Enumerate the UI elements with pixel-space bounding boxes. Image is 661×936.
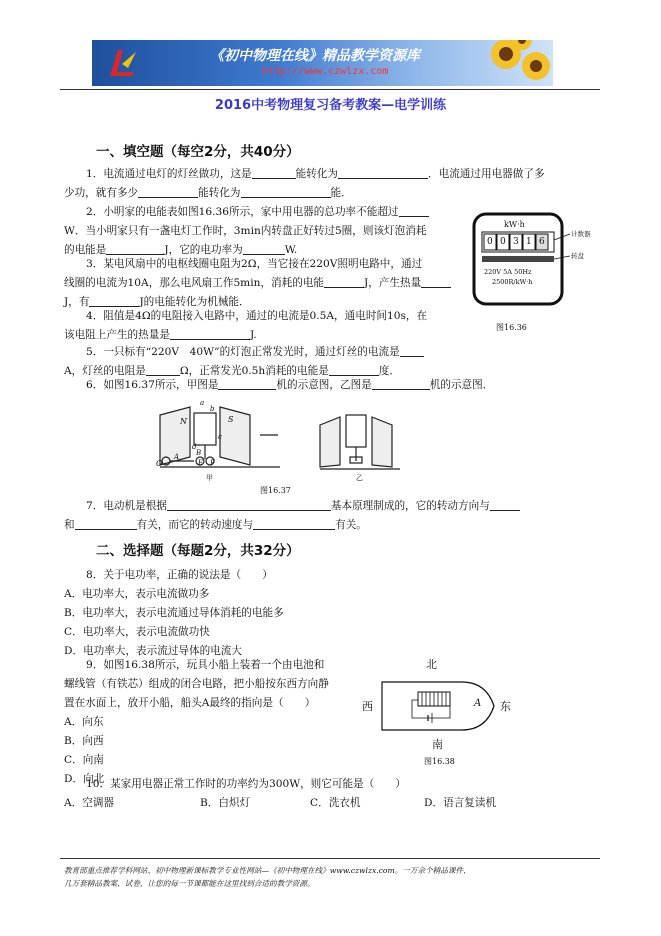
fig37-letter-S: S	[228, 415, 234, 424]
boat-point-A: A	[474, 698, 482, 709]
meter-digit-2: 0	[500, 237, 506, 247]
question-6: 6．如图16.37所示，甲图是 机的示意图，乙图是 机的示意图．	[86, 379, 494, 391]
option-b[interactable]: B．白炽灯	[200, 797, 251, 809]
section-heading-multiple-choice: 二、选择题（每题2分，共32分）	[96, 543, 300, 559]
blank[interactable]	[490, 498, 520, 511]
meter-label-disk: 转盘	[571, 252, 584, 260]
fig37-letter-b: b	[210, 405, 215, 413]
meter-digit-4: 1	[526, 237, 532, 247]
fig37-left-label: 甲	[206, 474, 213, 482]
blank[interactable]	[75, 517, 137, 530]
question-8	[64, 566, 284, 661]
fig37-letter-O: O	[156, 459, 163, 468]
question-3: 3．某电风扇中的电枢线圈电阻为2Ω，当它接在220V照明电路中，通过 线圈的电流为10A，那么电风扇工作5min，消耗的电能 J，产生热量 J，有 J的电能转化为机械能．	[64, 255, 451, 312]
figure-16-38-boat	[358, 660, 518, 770]
fig37-right-label: 乙	[356, 474, 363, 482]
option-d[interactable]: D．电功率大，表示流过导体的电流大	[64, 645, 242, 657]
blank[interactable]	[252, 166, 296, 179]
meter-spec-2: 2500R/kW·h	[492, 278, 533, 286]
figure-16-37	[150, 395, 410, 495]
blank[interactable]	[89, 294, 139, 307]
fig37-letter-a: a	[200, 399, 205, 407]
option-d[interactable]: D．语言复读机	[424, 797, 497, 809]
footer-line-1: 教育部重点推荐学科网站、初中物理新课标教学专业性网站—《初中物理在线》www.czwlzx.com。一万余个精品课件、	[64, 866, 471, 875]
direction-east: 东	[500, 700, 511, 713]
generator-motor-drawing	[150, 395, 410, 475]
question-4: 4．阻值是4Ω的电阻接入电路中，通过的电流是0.5A，通电时间10s，在 该电阻上产生的热量是 J.	[64, 310, 428, 341]
question-1: 1．电流通过电灯的灯丝做功，这是 能转化为 ．电流通过用电器做了多 少功，就有多少 能转化为 能．	[64, 168, 545, 199]
option-a[interactable]: A．向东	[64, 716, 104, 728]
question-2: 2．小明家的电能表如图16.36所示，家中用电器的总功率不能超过 W．当小明家只有一盏电灯工作时，3min内转盘正好转过5圈，则该灯泡消耗 的电能是 J，它的电功率为 W.	[64, 203, 429, 260]
header-rule	[60, 89, 600, 90]
page-title: 2016中考物理复习备考教案—电学训练	[214, 98, 447, 113]
sunflower-icon	[484, 40, 553, 86]
question-9: 9．如图16.38所示，玩具小船上装着一个由电池和 螺线管（有铁芯）组成的闭合电路，把小船按东西方向静 置在水面上，放开小船，船头A最终的指向是（ ） A．向东 B．向西 C．向南 D．向北	[64, 656, 329, 789]
option-c[interactable]: C．洗衣机	[310, 797, 361, 809]
option-d[interactable]: D．向北	[64, 773, 105, 785]
blank[interactable]	[421, 275, 451, 288]
blank[interactable]	[372, 377, 430, 390]
blank[interactable]	[170, 327, 250, 340]
option-b[interactable]: B．向西	[64, 735, 104, 747]
meter-digit-1: 0	[487, 237, 493, 247]
footer	[64, 864, 471, 890]
blank[interactable]	[241, 185, 331, 198]
option-a[interactable]: A．空调器	[64, 797, 115, 809]
question-10	[64, 775, 497, 813]
fig37-letter-E: E	[198, 459, 204, 467]
figure-caption: 图16.36	[496, 323, 527, 332]
direction-south: 南	[432, 738, 443, 751]
logo-icon	[106, 46, 140, 80]
meter-label-counter: 计数器	[571, 230, 591, 238]
blank[interactable]	[338, 166, 428, 179]
fig37-letter-d: d	[192, 443, 197, 451]
blank[interactable]	[243, 242, 285, 255]
fig37-letter-F: F	[210, 459, 215, 467]
figure-caption: 图16.38	[424, 757, 455, 766]
fig37-letter-B: B	[196, 449, 202, 457]
question-stem: 10．某家用电器正常工作时的功率约为300W，则它可能是（ ）	[86, 778, 407, 790]
meter-spec-1: 220V 5A 50Hz	[484, 268, 532, 276]
blank[interactable]	[138, 185, 198, 198]
blank[interactable]	[329, 363, 379, 376]
banner	[92, 40, 553, 86]
banner-title: 《初中物理在线》精品教学资源库	[210, 48, 420, 64]
boat-drawing	[358, 660, 518, 770]
figure-16-36-meter	[468, 210, 598, 340]
blank[interactable]	[167, 498, 331, 511]
meter-digit-5: 6	[539, 237, 545, 247]
meter-drawing	[468, 210, 598, 310]
question-stem: 8．关于电功率，正确的说法是（ ）	[86, 569, 273, 581]
footer-line-2: 几万套精品教案、试卷，让您的每一节课都能在这里找到合适的教学资源。	[64, 879, 315, 888]
option-c[interactable]: C．电功率大，表示电流做功快	[64, 626, 210, 638]
fig37-letter-c: c	[218, 433, 222, 441]
blank[interactable]	[106, 242, 164, 255]
banner-url[interactable]: http://www.czwlzx.com	[262, 66, 389, 77]
blank[interactable]	[400, 344, 424, 357]
figure-caption: 图16.37	[260, 486, 291, 495]
meter-unit: kW·h	[504, 220, 525, 229]
fig37-letter-A: A	[174, 453, 180, 461]
blank[interactable]	[399, 204, 429, 217]
footer-rule	[60, 858, 600, 859]
question-7: 7．电动机是根据 基本原理制成的，它的转动方向与 和 有关，而它的转动速度与 有关。	[64, 497, 520, 535]
blank[interactable]	[218, 377, 276, 390]
question-5: 5．一只标有“220V 40W”的灯泡正常发光时，通过灯丝的电流是 A，灯丝的电阻是 Ω，正常发光0.5h消耗的电能是 度．	[64, 343, 424, 381]
direction-north: 北	[426, 658, 437, 671]
meter-digit-3: 3	[513, 237, 519, 247]
blank[interactable]	[146, 363, 180, 376]
fig37-letter-N: N	[180, 417, 187, 426]
direction-west: 西	[362, 700, 373, 713]
blank[interactable]	[253, 517, 335, 530]
section-heading-fill-blank: 一、填空题（每空2分，共40分）	[96, 144, 300, 160]
option-a[interactable]: A．电功率大，表示电流做功多	[64, 588, 210, 600]
blank[interactable]	[324, 275, 364, 288]
option-c[interactable]: C．向南	[64, 754, 104, 766]
option-b[interactable]: B．电功率大，表示电流通过导体消耗的电能多	[64, 607, 284, 619]
